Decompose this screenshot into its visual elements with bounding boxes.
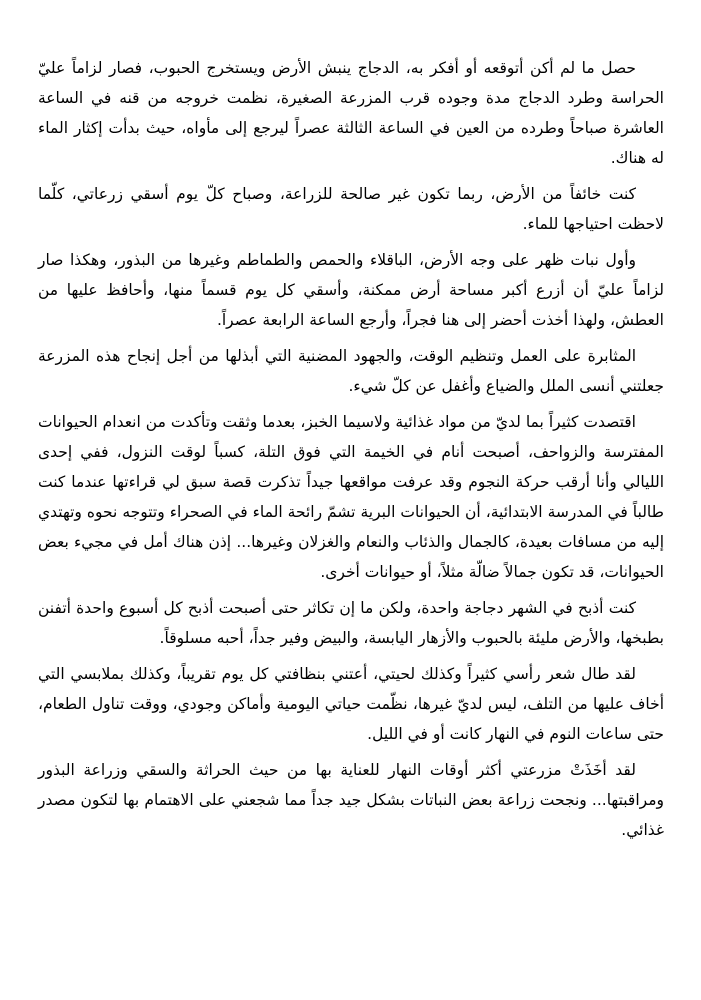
document-page: [38, 53, 664, 851]
paragraph-1: حصل ما لم أكن أتوقعه أو أفكر به، الدجاج ينبش الأرض ويستخرج الحبوب، فصار لزاماً عليّ الحراسة وطرد الدجاج مدة وجوده قرب المزرعة الصغيرة، نظمت خروجه من قنه في الساعة العاشرة صباحاً وطرده من العين في الساعة الثالثة عصراً ليرجع إلى مأواه، حيث بدأت إكثار الماء له هناك.: [38, 59, 664, 167]
paragraph-5: اقتصدت كثيراً بما لديّ من مواد غذائية ولاسيما الخبز، بعدما وثقت وتأكدت من انعدام الحيوانات المفترسة والزواحف، أصبحت أنام في الخيمة التي فوق التلة، كسباً لوقت النزول، ففي إحدى الليالي وأنا أرقب حركة النجوم وقد عرفت مواقعها جيداً تذكرت قصة سبق لي قراءتها عندما كنت طالباً في المدرسة الابتدائية، أن الحيوانات البرية تشمّ رائحة الماء في الصحراء وتتوجه نحوه وتهتدي إليه من مسافات بعيدة، كالجمال والذئاب والنعام والغزلان وغيرها... إذن هناك أمل في مجيء بعض الحيوانات، قد تكون جمالاً ضالّة مثلاً، أو حيوانات أخرى.: [38, 413, 664, 581]
paragraph-8: لقد أخَذَتْ مزرعتي أكثر أوقات النهار للعناية بها من حيث الحراثة والسقي وزراعة البذور ومراقبتها... ونجحت زراعة بعض النباتات بشكل جيد جداً مما شجعني على الاهتمام بها لتكون مصدر غذائي.: [38, 761, 664, 839]
paragraph-3: وأول نبات ظهر على وجه الأرض، الباقلاء والحمص والطماطم وغيرها من البذور، وهكذا صار لزاماً عليّ أن أزرع أكبر مساحة أرض ممكنة، وأسقي كل يوم قسماً منها، وأحافظ عليها من العطش، ولهذا أخذت أحضر إلى هنا فجراً، وأرجع الساعة الرابعة عصراً.: [38, 251, 664, 329]
paragraph-4: المثابرة على العمل وتنظيم الوقت، والجهود المضنية التي أبذلها من أجل إنجاح هذه المزرعة جعلتني أنسى الملل والضياع وأغفل عن كلّ شيء.: [38, 347, 664, 395]
paragraph-6: كنت أذبح في الشهر دجاجة واحدة، ولكن ما إن تكاثر حتى أصبحت أذبح كل أسبوع واحدة أتفنن بطبخها، والأرض مليئة بالحبوب والأزهار اليابسة، والبيض وفير جداً، أحبه مسلوقاً.: [38, 599, 664, 647]
paragraph-7: لقد طال شعر رأسي كثيراً وكذلك لحيتي، أعتني بنظافتي كل يوم تقريباً، وكذلك بملابسي التي أخاف عليها من التلف، ليس لديّ غيرها، نظّمت حياتي اليومية وأماكن وجودي، ووقت تناول الطعام، حتى ساعات النوم في النهار كانت أو في الليل.: [38, 665, 664, 743]
paragraph-2: كنت خائفاً من الأرض، ربما تكون غير صالحة للزراعة، وصباح كلّ يوم أسقي زرعاتي، كلّما لاحظت احتياجها للماء.: [38, 185, 664, 233]
